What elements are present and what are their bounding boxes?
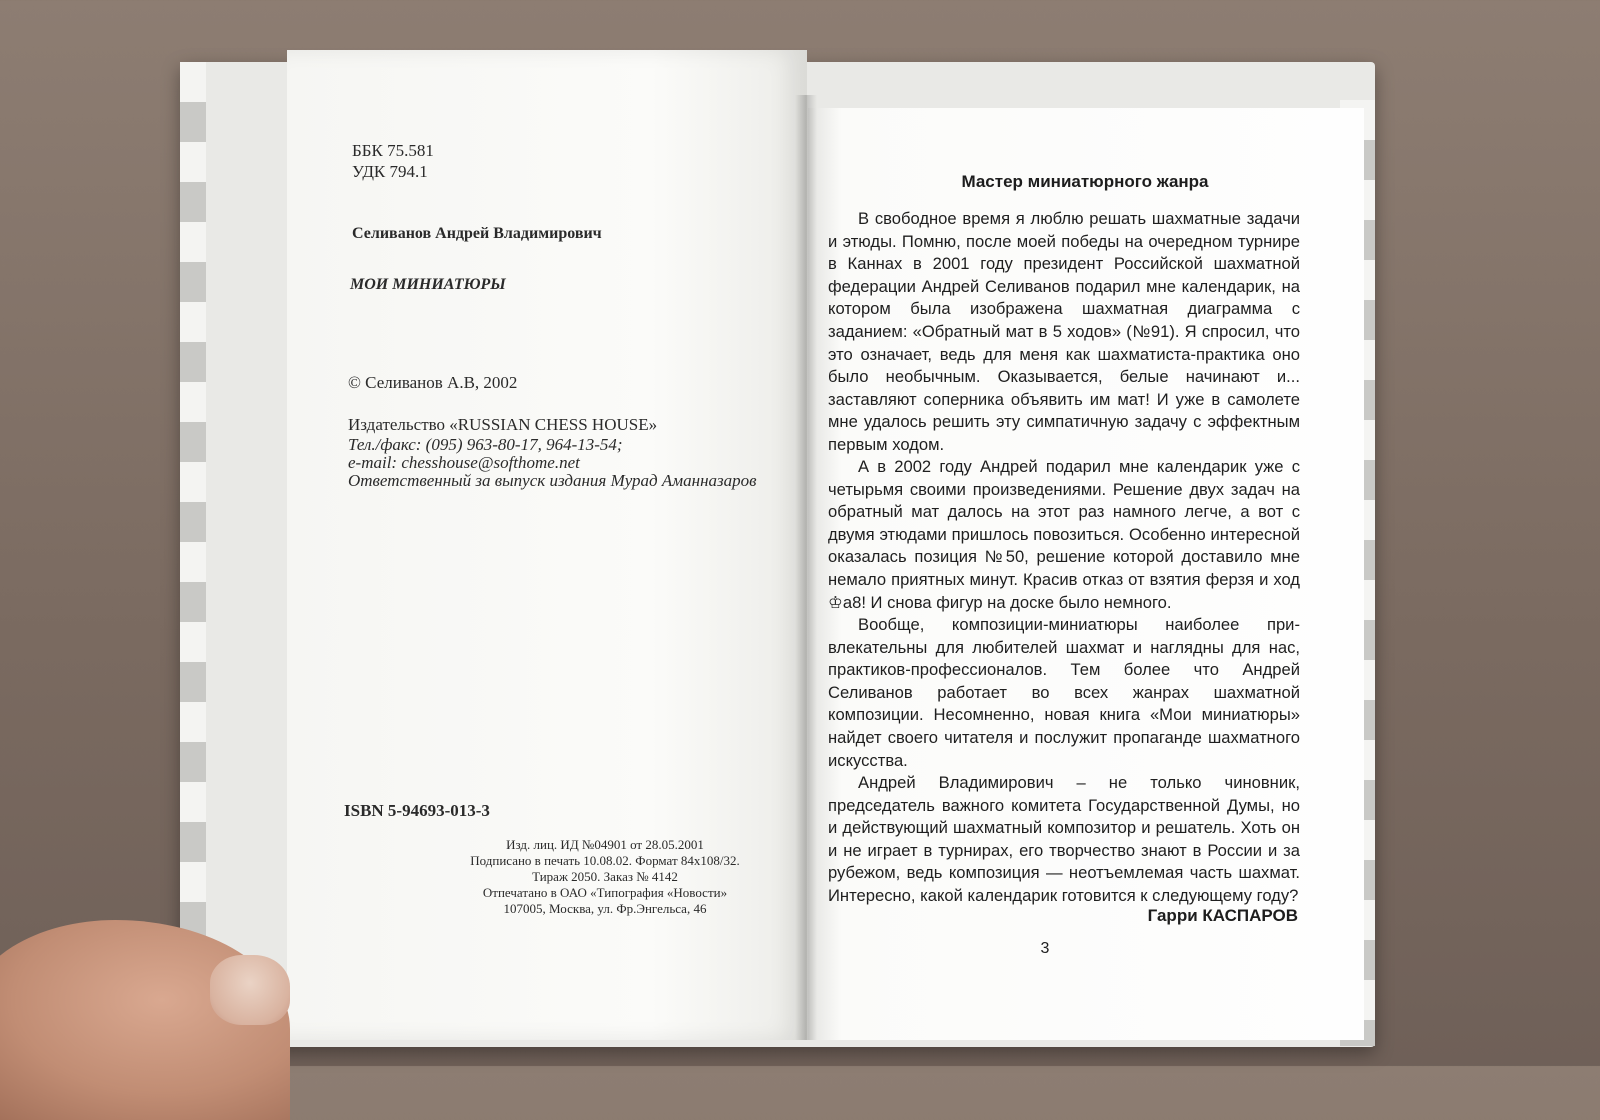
signature: Гарри КАСПАРОВ bbox=[1147, 906, 1298, 925]
article-title: Мастер миниатюрного жанра bbox=[961, 172, 1209, 191]
phone-fax: Тел./факс: (095) 963-80-17, 964-13-54; bbox=[348, 435, 623, 454]
author-name: Селиванов Андрей Владимирович bbox=[352, 225, 602, 242]
imprint-line: Отпечатано в ОАО «Типография «Новости» bbox=[482, 885, 728, 900]
paragraph: В свободное время я люблю решать шахматные задачи и этюды. Помню, после моей победы на очередном турнире в Каннах в 2001 году президент Российской шахматной федерации Андрей Селиванов подарил мне календарик, на котором была изображена шахматная диаграмма с заданием: «Обратный мат в 5 ходов» (№91). Я спросил, что это означает, ведь для меня как шахматиста-практика оно было необычным. Оказывается, белые начинают и... заставляют соперника объявить им мат! И уже в самолете мне удалось решить эту симпатичную задачу с эффектным первым ходом. bbox=[828, 209, 1300, 454]
book-gutter bbox=[795, 95, 817, 1040]
email: e-mail: chesshouse@softhome.net bbox=[348, 453, 580, 472]
imprint-line: Подписано в печать 10.08.02. Формат 84x108/32. bbox=[470, 853, 740, 868]
book-title: МОИ МИНИАТЮРЫ bbox=[350, 276, 506, 293]
thumbnail-nail bbox=[210, 955, 290, 1025]
udk-code: УДК 794.1 bbox=[352, 162, 428, 181]
paragraph: А в 2002 году Андрей подарил мне календарик уже с четырьмя своими произведениями. Решение двух задач на обратный мат далось на этот раз намного легче, а вот с двумя этюдами пришлось повозиться. Особенно интересной оказалась позиция №50, решение которой доставило мне немало приятных минут. Красив отказ от взятия ферзя и ход ♔a8! И снова фигур на доске было немного. bbox=[828, 457, 1300, 612]
paragraph: Андрей Владимирович – не только чиновник, председатель важного комитета Государственной Думы, но и действующий шахматный композитор и решатель. Хоть он и не играет в турнирах, его творчество знают в России и за рубежом, ведь композиция — неотъемлемая часть шахмат. Интересно, какой календарик готовится к следующему году? bbox=[828, 773, 1300, 905]
publisher: Издательство «RUSSIAN CHESS HOUSE» bbox=[348, 415, 658, 434]
imprint-line: Изд. лиц. ИД №04901 от 28.05.2001 bbox=[506, 837, 704, 852]
bbk-code: ББК 75.581 bbox=[352, 141, 434, 160]
responsible-editor: Ответственный за выпуск издания Мурад Аманназаров bbox=[348, 471, 757, 490]
page-number: 3 bbox=[1040, 940, 1050, 957]
copyright: © Селиванов А.В, 2002 bbox=[348, 373, 518, 392]
isbn: ISBN 5-94693-013-3 bbox=[344, 801, 490, 820]
cover-edge-left bbox=[180, 62, 206, 1046]
imprint-line: Тираж 2050. Заказ № 4142 bbox=[532, 869, 678, 884]
imprint-line: 107005, Москва, ул. Фр.Энгельса, 46 bbox=[503, 901, 707, 916]
paragraph: Вообще, композиции-миниатюры наиболее привлекательны для любителей шахмат и наглядны для нас, практиков-профессионалов. Тем более что Андрей Селиванов работает во всех жанрах шахматной композиции. Несомненно, новая книга «Мои миниатюры» найдет своего читателя и послужит пропаганде шахматного искусства. bbox=[828, 615, 1300, 770]
